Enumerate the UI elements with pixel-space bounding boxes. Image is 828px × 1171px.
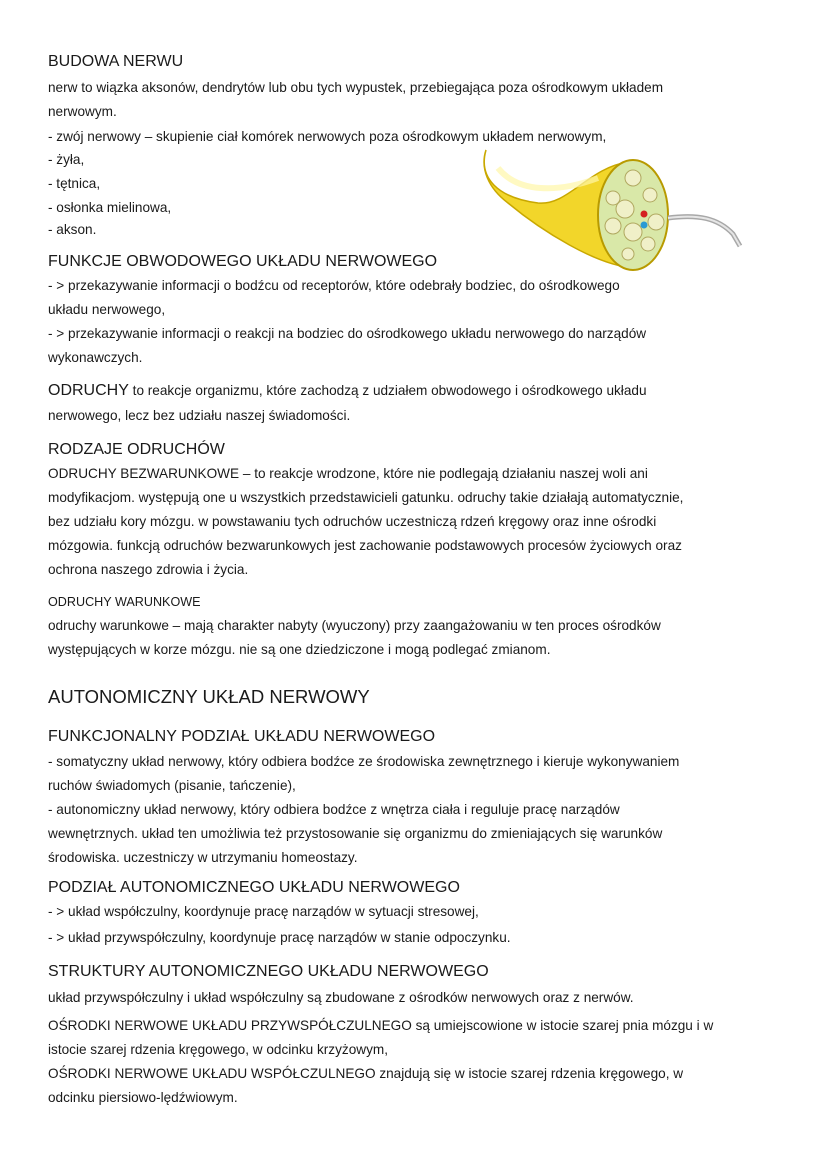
heading-funkcje: FUNKCJE OBWODOWEGO UKŁADU NERWOWEGO (48, 253, 438, 270)
text-line: - osłonka mielinowa, (48, 200, 172, 215)
text-line: - somatyczny układ nerwowy, który odbiera bodźce ze środowiska zewnętrznego i kieruje wykonywaniem (48, 754, 680, 769)
text-line: to reakcje organizmu, które zachodzą z udziałem obwodowego i ośrodkowego układu (128, 383, 647, 398)
text-line: środowiska. uczestniczy w utrzymaniu homeostazy. (48, 850, 358, 865)
text-line: OŚRODKI NERWOWE UKŁADU PRZYWSPÓŁCZULNEGO są umiejscowione w istocie szarej pnia mózgu i w (48, 1018, 714, 1033)
text-line: modyfikacjom. występują one u wszystkich przedstawicieli gatunku. odruchy takie działają automatycznie, (48, 490, 684, 505)
text-line: - żyła, (48, 152, 85, 167)
text-line: wewnętrznych. układ ten umożliwia też przystosowanie się organizmu do zmieniających się warunków (48, 826, 663, 841)
text-line: nerwowego, lecz bez udziału naszej świadomości. (48, 408, 351, 423)
text-line: wykonawczych. (48, 350, 143, 365)
subheading-warunkowe: ODRUCHY WARUNKOWE (48, 595, 201, 609)
nerve-illustration (478, 148, 768, 276)
text-line: ruchów świadomych (pisanie, tańczenie), (48, 778, 296, 793)
text-line: mózgowia. funkcją odruchów bezwarunkowych jest zachowanie podstawowych procesów życiowych oraz (48, 538, 682, 553)
text-line: - akson. (48, 222, 97, 237)
heading-funkcjonalny: FUNKCJONALNY PODZIAŁ UKŁADU NERWOWEGO (48, 728, 436, 745)
heading-budowa-nerwu: BUDOWA NERWU (48, 53, 184, 70)
heading-podzial: PODZIAŁ AUTONOMICZNEGO UKŁADU NERWOWEGO (48, 879, 460, 896)
odruchy-definition (48, 381, 647, 401)
text-line: bez udziału kory mózgu. w powstawaniu tych odruchów uczestniczą rdzeń kręgowy oraz inne ośrodki (48, 514, 657, 529)
text-line: - autonomiczny układ nerwowy, który odbiera bodźce z wnętrza ciała i reguluje pracę narządów (48, 802, 620, 817)
text-line: istocie szarej rdzenia kręgowego, w odcinku krzyżowym, (48, 1042, 388, 1057)
text-line: - > układ współczulny, koordynuje pracę narządów w sytuacji stresowej, (48, 904, 479, 919)
term-odruchy: ODRUCHY (48, 382, 129, 399)
text-line: odruchy warunkowe – mają charakter nabyty (wyuczony) przy zaangażowaniu w ten proces ośrodków (48, 618, 661, 633)
text-line: - > przekazywanie informacji o bodźcu od receptorów, które odebrały bodziec, do ośrodkowego (48, 278, 620, 293)
text-line: układ przywspółczulny i układ współczulny są zbudowane z ośrodków nerwowych oraz z nerwów. (48, 990, 634, 1005)
heading-rodzaje: RODZAJE ODRUCHÓW (48, 441, 225, 458)
text-line: ochrona naszego zdrowia i życia. (48, 562, 249, 577)
text-line: - > przekazywanie informacji o reakcji na bodziec do ośrodkowego układu nerwowego do narządów (48, 326, 647, 341)
text-line: - > układ przywspółczulny, koordynuje pracę narządów w stanie odpoczynku. (48, 930, 511, 945)
text-line: nerwowym. (48, 104, 117, 119)
text-line: - zwój nerwowy – skupienie ciał komórek nerwowych poza ośrodkowym układem nerwowym, (48, 129, 607, 144)
text-line: występujących w korze mózgu. nie są one dziedziczone i mogą podlegać zmianom. (48, 642, 551, 657)
text-line: nerw to wiązka aksonów, dendrytów lub obu tych wypustek, przebiegająca poza ośrodkowym układem (48, 80, 664, 95)
text-line: układu nerwowego, (48, 302, 166, 317)
text-line: OŚRODKI NERWOWE UKŁADU WSPÓŁCZULNEGO znajdują się w istocie szarej rdzenia kręgowego, w (48, 1066, 684, 1081)
text-line: odcinku piersiowo-lędźwiowym. (48, 1090, 238, 1105)
text-line: - tętnica, (48, 176, 101, 191)
text-line: ODRUCHY BEZWARUNKOWE – to reakcje wrodzone, które nie podlegają działaniu naszej woli ani (48, 466, 648, 481)
heading-struktury: STRUKTURY AUTONOMICZNEGO UKŁADU NERWOWEGO (48, 963, 489, 980)
heading-autonomiczny: AUTONOMICZNY UKŁAD NERWOWY (48, 686, 370, 707)
